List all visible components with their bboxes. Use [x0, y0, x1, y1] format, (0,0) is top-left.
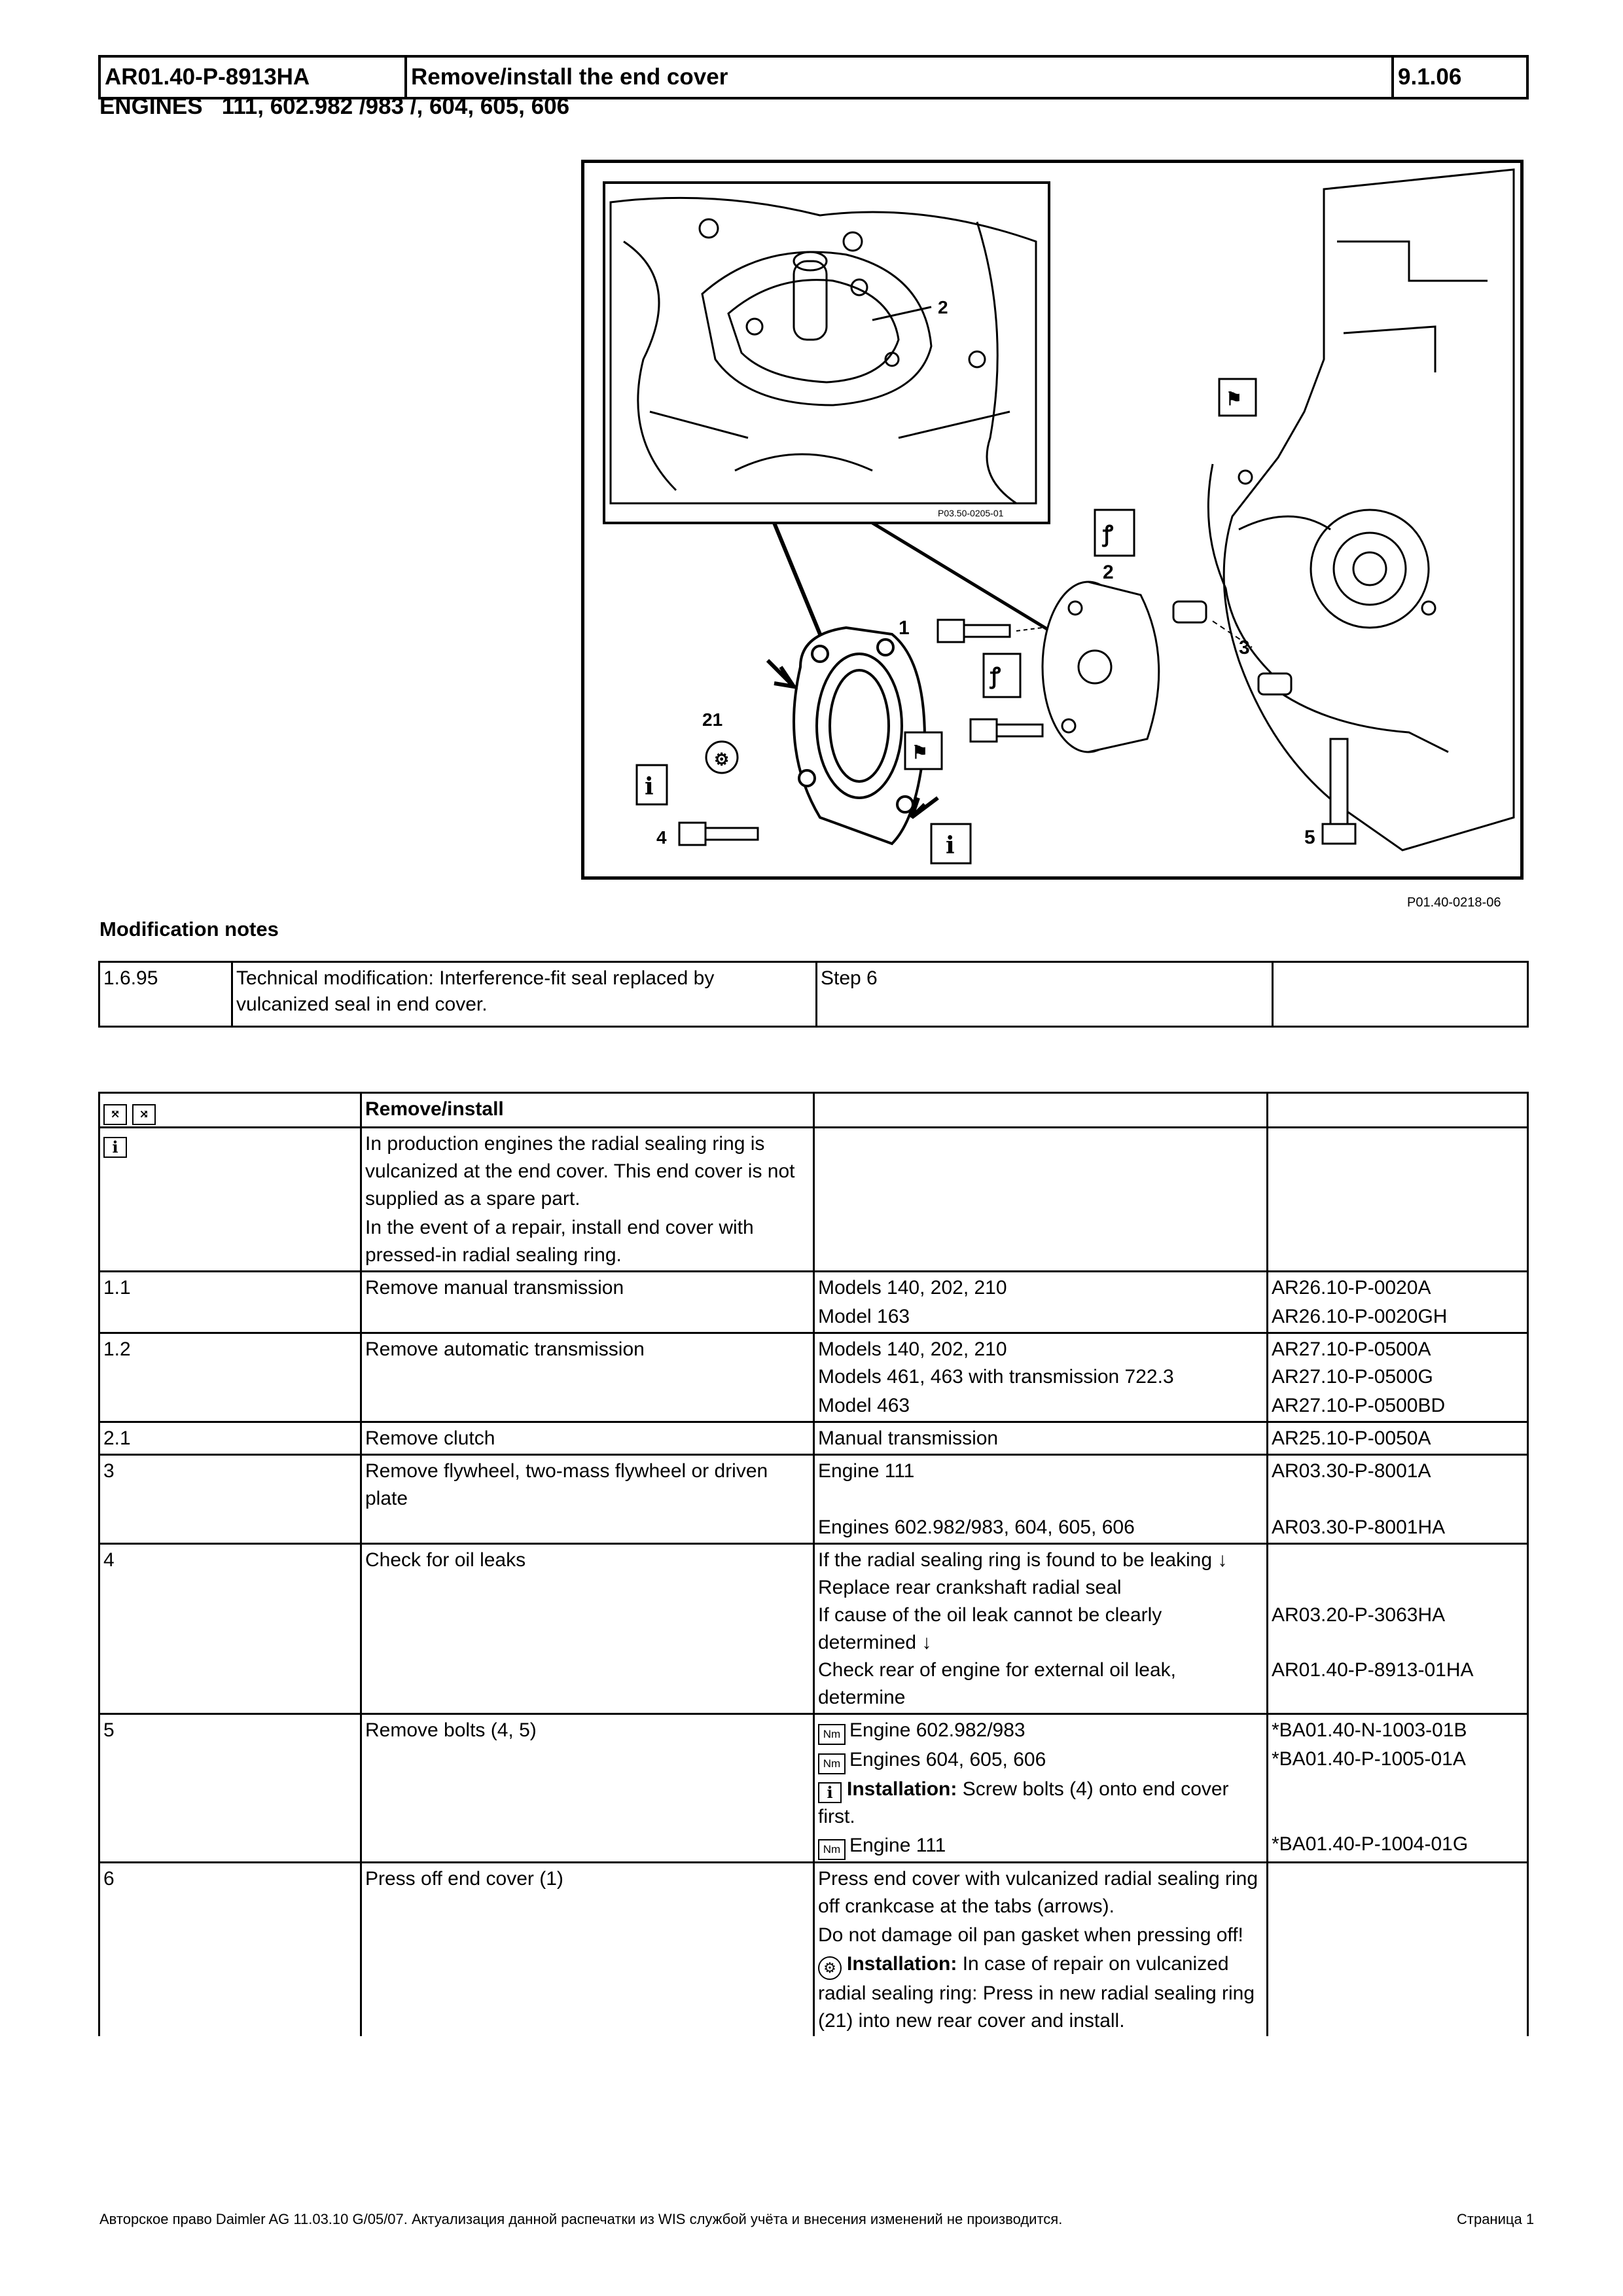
step-note: Models 461, 463 with transmission 722.3 [818, 1366, 1174, 1388]
table-head-row [99, 1093, 1528, 1128]
svg-text:i: i [645, 773, 654, 800]
step-note: Engine 111 [849, 1835, 946, 1856]
step-action: Check for oil leaks [361, 1544, 814, 1714]
step-number: 6 [99, 1863, 361, 2037]
torque-icon: Nm [818, 1839, 846, 1860]
mod-text: Technical modification: Interference-fit seal replaced by vulcanized seal in end cover. [232, 962, 817, 1027]
step-note: Manual transmission [814, 1422, 1268, 1455]
step-number: 1.1 [99, 1272, 361, 1333]
step-action: Remove clutch [361, 1422, 814, 1455]
step-note: In case of repair on vulcanized radial sealing ring: Press in new radial sealing ring (21) into new rear cover and install. [818, 1953, 1255, 2032]
step-note: Press end cover with vulcanized radial sealing ring off crankcase at the tabs (arrows). [818, 1868, 1258, 1917]
step-note: Model 163 [818, 1306, 910, 1327]
footer-copyright: Авторское право Daimler AG 11.03.10 G/05/07. Актуализация данной распечатки из WIS службой учёта и внесения изменений не производится. [99, 2211, 1063, 2227]
step-note: Engines 602.982/983, 604, 605, 606 [818, 1516, 1135, 1538]
callout-1: 1 [899, 617, 910, 639]
step-note: Models 140, 202, 210 [818, 1277, 1007, 1299]
callout-3: 3 [1239, 637, 1250, 658]
installation-label: Installation: [847, 1953, 957, 1975]
step-note: Replace rear crankshaft radial seal [818, 1577, 1122, 1598]
step-note: Do not damage oil pan gasket when pressing off! [818, 1924, 1243, 1946]
step-action: Press off end cover (1) [361, 1863, 814, 2037]
expand-icon: ⤨ [132, 1104, 156, 1125]
callout-2: 2 [1103, 562, 1114, 583]
inset-code: P03.50-0205-01 [938, 508, 1004, 518]
head-label: Remove/install [361, 1093, 814, 1128]
press-arrow-bottom [912, 798, 938, 817]
table-row [99, 1714, 1528, 1863]
svg-text:ꝭ: ꝭ [990, 663, 1001, 689]
step-ref: AR03.30-P-8001HA [1272, 1516, 1446, 1538]
step-number: 4 [99, 1544, 361, 1714]
table-row [99, 1333, 1528, 1422]
step-ref: *BA01.40-N-1003-01B [1272, 1719, 1467, 1741]
callout-21: 21 [702, 709, 723, 730]
svg-text:i: i [946, 832, 955, 859]
table-row [99, 1544, 1528, 1714]
exploded-view-drawing [584, 163, 1520, 876]
table-row [99, 1272, 1528, 1333]
step-number: 5 [99, 1714, 361, 1863]
info-icon: i [103, 1137, 127, 1158]
modification-table [98, 961, 1529, 1028]
collapse-icon: ⤧ [103, 1104, 127, 1125]
step-number: 2.1 [99, 1422, 361, 1455]
svg-text:⚑: ⚑ [912, 742, 929, 763]
engine-block [1208, 170, 1514, 850]
doc-id: AR01.40-P-8913HA [99, 56, 406, 98]
mod-ref [1273, 962, 1528, 1027]
info-text-2: In the event of a repair, install end cover with pressed-in radial sealing ring. [365, 1217, 754, 1266]
svg-text:ꝭ: ꝭ [1103, 521, 1114, 547]
step-ref [1268, 1863, 1528, 2037]
step-ref: AR03.30-P-8001A [1272, 1460, 1431, 1482]
table-row [99, 1863, 1528, 2037]
step-note: Check rear of engine for external oil leak, determine [818, 1659, 1176, 1708]
header-table [98, 55, 1529, 99]
special-tool-icon: ⚙ [818, 1956, 842, 1980]
step-action: Remove automatic transmission [361, 1333, 814, 1422]
figure-caption: P01.40-0218-06 [1407, 895, 1501, 910]
info-text-1: In production engines the radial sealing ring is vulcanized at the end cover. This end cover is not supplied as a spare part. [365, 1133, 795, 1210]
step-number: 1.2 [99, 1333, 361, 1422]
info-icon: i [818, 1782, 842, 1803]
step-ref: AR03.20-P-3063HA [1272, 1604, 1446, 1626]
step-note: Engine 111 [818, 1460, 915, 1482]
step-note: Engines 604, 605, 606 [849, 1749, 1046, 1770]
step-ref: AR26.10-P-0020A [1272, 1277, 1431, 1299]
expand-collapse-icons [99, 1093, 361, 1128]
step-note: Model 463 [818, 1395, 910, 1416]
step-ref: AR27.10-P-0500A [1272, 1338, 1431, 1360]
table-row [99, 1455, 1528, 1544]
svg-text:⚙: ⚙ [714, 750, 730, 770]
mod-date: 1.6.95 [99, 962, 232, 1027]
step-ref: AR27.10-P-0500G [1272, 1366, 1433, 1388]
doc-title: Remove/install the end cover [406, 56, 1393, 98]
bolt-4 [679, 823, 758, 845]
callout-5: 5 [1304, 827, 1315, 848]
step-action: Remove flywheel, two-mass flywheel or driven plate [361, 1455, 814, 1544]
step-ref: AR27.10-P-0500BD [1272, 1395, 1446, 1416]
flange-2 [1043, 582, 1159, 752]
table-row [99, 1422, 1528, 1455]
leader-line-1 [774, 523, 820, 634]
step-note: Models 140, 202, 210 [818, 1338, 1007, 1360]
step-note: Screw bolts (4) onto end cover first. [818, 1778, 1229, 1827]
callout-2-inset: 2 [938, 297, 948, 317]
procedure-table [98, 1092, 1529, 2036]
step-action: Remove bolts (4, 5) [361, 1714, 814, 1863]
engines-line: ENGINES 111, 602.982 /983 /, 604, 605, 606 [99, 94, 570, 119]
step-ref: *BA01.40-P-1005-01A [1272, 1748, 1466, 1770]
modification-heading: Modification notes [99, 918, 279, 941]
footer-page: Страница 1 [1457, 2211, 1535, 2227]
step-ref: *BA01.40-P-1004-01G [1272, 1833, 1469, 1855]
step-note: Engine 602.982/983 [849, 1719, 1026, 1741]
doc-date: 9.1.06 [1393, 56, 1527, 98]
mod-step: Step 6 [817, 962, 1273, 1027]
step-action: Remove manual transmission [361, 1272, 814, 1333]
exploded-view-figure [581, 160, 1524, 880]
torque-icon: Nm [818, 1753, 846, 1774]
step-ref: AR01.40-P-8913-01HA [1272, 1659, 1474, 1681]
callout-4: 4 [656, 827, 667, 848]
torque-icon: Nm [818, 1724, 846, 1745]
step-note: If the radial sealing ring is found to be leaking ↓ [818, 1549, 1228, 1571]
step-number: 3 [99, 1455, 361, 1544]
installation-label: Installation: [847, 1778, 957, 1800]
step-note: If cause of the oil leak cannot be clearly determined ↓ [818, 1604, 1162, 1653]
step-ref: AR26.10-P-0020GH [1272, 1306, 1448, 1327]
step-ref: AR25.10-P-0050A [1268, 1422, 1528, 1455]
bolt-5 [1323, 739, 1355, 844]
svg-text:⚑: ⚑ [1226, 388, 1243, 410]
modification-row [99, 962, 1528, 1027]
info-row [99, 1128, 1528, 1272]
press-arrow-top [768, 660, 794, 687]
